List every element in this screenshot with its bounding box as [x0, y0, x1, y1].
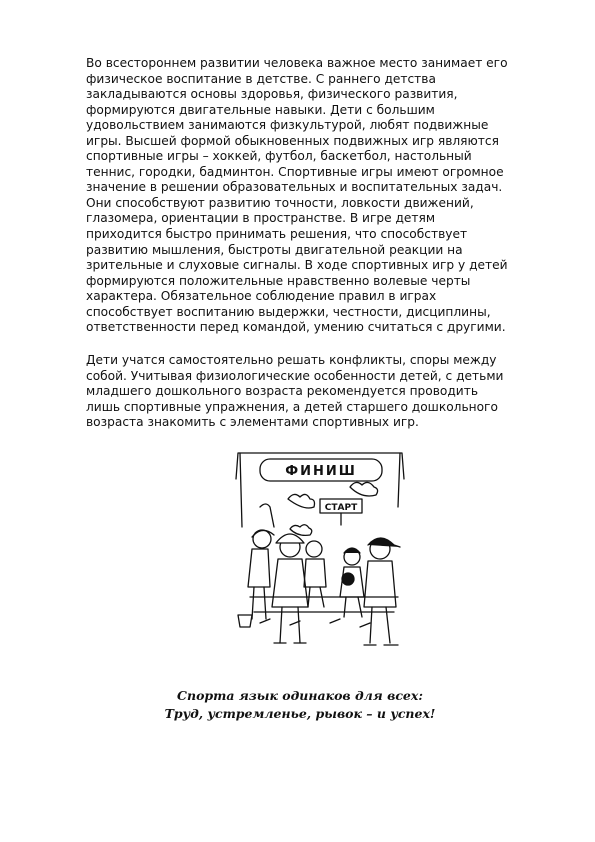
paragraph-2: Дети учатся самостоятельно решать конфликты, споры между собой. Учитывая физиологические особенности детей, с детьми младшего дошкольного возраста рекомендуется проводить лишь спортивные упражнения, а детей старшего дошкольного возраста знакомить с элементами спортивных игр.	[86, 353, 504, 430]
caption-line-1: Спорта язык одинаков для всех:	[177, 688, 423, 703]
finish-banner-text: ФИНИШ	[285, 464, 357, 479]
paragraph-1: Во всестороннем развитии человека важное место занимает его физическое воспитание в детстве. С раннего детства закладываются основы здоровья, физического развития, формируются двигательные навыки. Дети с большим удовольствием занимаются физкультурой, любят подвижные игры. Высшей формой обыкновенных подвижных игр являются спортивные игры – хоккей, футбол, баскетбол, настольный теннис, городки, бадминтон. Спортивные игры имеют огромное значение в решении образовательных и воспитательных задач. Они способствуют развитию точности, ловкости движений, глазомера, ориентации в пространстве. В игре детям приходится быстро принимать решения, что способствует развитию мышления, быстроты двигательной реакции на зрительные и слуховые сигналы. В ходе спортивных игр у детей формируются положительные нравственно волевые черты характера. Обязательное соблюдение правил в играх способствует воспитанию выдержки, честности, дисциплины, ответственности перед командой, умению считаться с другими.	[86, 56, 508, 335]
start-sign-text: СТАРТ	[324, 503, 358, 513]
caption-line-2: Труд, устремленье, рывок – и успех!	[164, 706, 436, 721]
children-race-illustration	[230, 447, 410, 667]
